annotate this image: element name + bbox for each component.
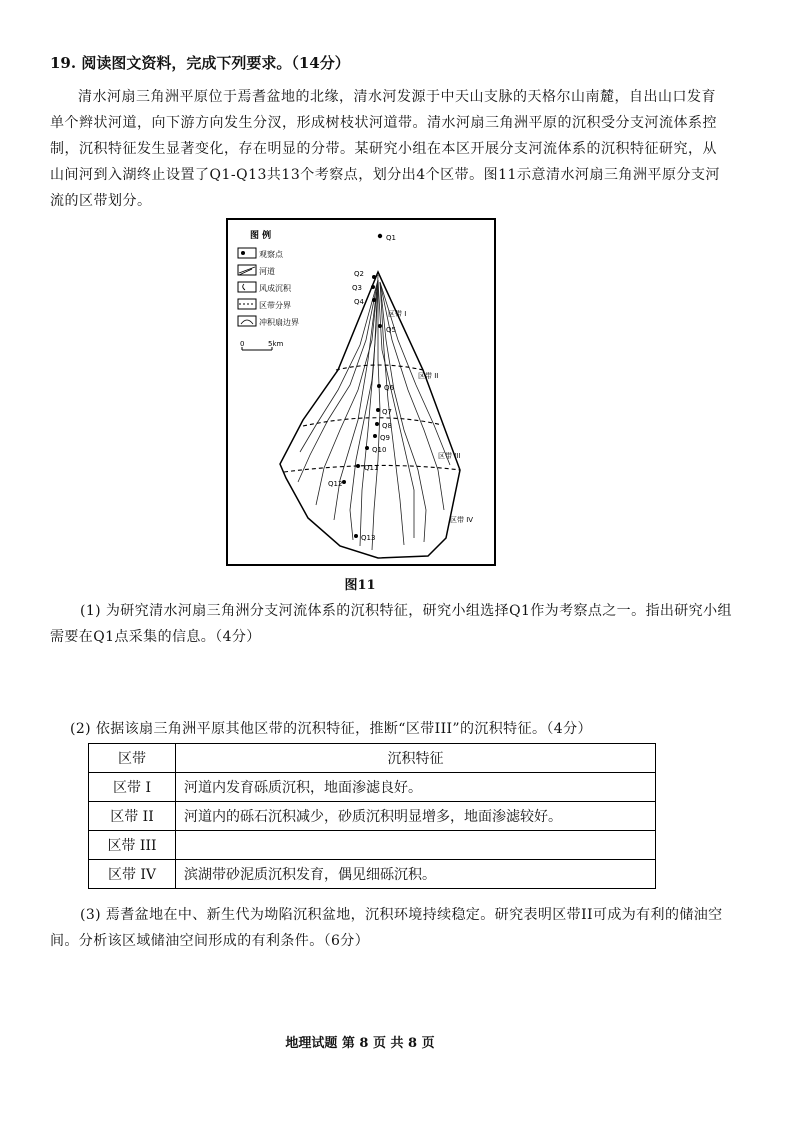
scale-zero: 0	[240, 340, 245, 348]
observation-point	[377, 384, 381, 388]
table-cell-zone: 区带 II	[89, 802, 176, 831]
zone-label: 区带 I	[388, 310, 407, 318]
table-row	[89, 773, 656, 802]
observation-point	[372, 275, 376, 279]
fan-delta-map	[228, 220, 494, 564]
point-label: Q7	[382, 408, 392, 416]
point-label: Q10	[372, 446, 387, 454]
point-label: Q6	[384, 384, 394, 392]
table-header-row	[89, 744, 656, 773]
subquestion-2: (2) 依据该扇三角洲平原其他区带的沉积特征，推断“区带III”的沉积特征。（4分）	[70, 721, 592, 737]
table-cell-zone: 区带 IV	[89, 860, 176, 889]
observation-point-icon	[238, 248, 256, 258]
observation-point	[356, 464, 360, 468]
observation-point	[375, 422, 379, 426]
legend-item-label: 冲积扇边界	[259, 318, 299, 327]
observation-point	[376, 408, 380, 412]
observation-point	[378, 234, 382, 238]
zone-label: 区带 IV	[450, 516, 474, 524]
point-label: Q1	[386, 234, 396, 242]
subquestion-3: (3) 焉耆盆地在中、新生代为坳陷沉积盆地，沉积环境持续稳定。研究表明区带II可成为有利的储油空间。分析该区域储油空间形成的有利条件。（6分）	[50, 907, 723, 949]
subquestion-1: (1) 为研究清水河扇三角洲分支河流体系的沉积特征，研究小组选择Q1作为考察点之一。指出研究小组需要在Q1点采集的信息。（4分）	[50, 603, 732, 645]
table-cell-zone: 区带 III	[89, 831, 176, 860]
point-label: Q11	[364, 464, 379, 472]
point-label: Q9	[380, 434, 390, 442]
point-label: Q8	[382, 422, 392, 430]
table-row	[89, 831, 656, 860]
legend-item-label: 风成沉积	[259, 284, 291, 293]
aeolian-deposit-icon	[238, 282, 256, 292]
observation-point	[371, 285, 375, 289]
page-footer: 地理试题 第 8 页 共 8 页	[285, 1036, 435, 1051]
scale-label: 5km	[268, 340, 284, 348]
table-header-feature: 沉积特征	[176, 744, 656, 773]
table-cell-feature	[176, 831, 656, 860]
observation-point	[354, 534, 358, 538]
legend	[238, 248, 299, 350]
point-label: Q3	[352, 284, 362, 292]
legend-item-label: 区带分界	[259, 301, 291, 310]
legend-item-label: 河道	[259, 267, 275, 276]
point-label: Q4	[354, 298, 364, 306]
table-row	[89, 860, 656, 889]
table-cell-feature: 滨湖带砂泥质沉积发育，偶见细砾沉积。	[176, 860, 656, 889]
table-header-zone: 区带	[89, 744, 176, 773]
figure-11-map	[226, 218, 496, 566]
point-label: Q5	[386, 326, 396, 334]
zone-label: 区带 III	[438, 452, 461, 460]
zone-label: 区带 II	[418, 372, 439, 380]
river-channels	[298, 275, 450, 550]
legend-title: 图 例	[250, 231, 272, 241]
figure-caption: 图11	[344, 578, 376, 593]
fan-boundary	[280, 272, 460, 558]
table-cell-feature: 河道内发育砾质沉积，地面渗滤良好。	[176, 773, 656, 802]
table-cell-feature: 河道内的砾石沉积减少，砂质沉积明显增多，地面渗滤较好。	[176, 802, 656, 831]
fan-boundary-icon	[238, 316, 256, 326]
point-label: Q2	[354, 270, 364, 278]
table-row	[89, 802, 656, 831]
question-intro: 清水河扇三角洲平原位于焉耆盆地的北缘，清水河发源于中天山支脉的天格尔山南麓，自出山口发育单个辫状河道，向下游方向发生分汊，形成树枝状河道带。清水河扇三角洲平原的沉积受分支河流体系控制，沉积特征发生显著变化，存在明显的分带。某研究小组在本区开展分支河流体系的沉积特征研究，从山间河到入湖终止设置了Q1-Q13共13个考察点，划分出4个区带。图11示意清水河扇三角洲平原分支河流的区带划分。	[50, 89, 720, 209]
observation-point	[372, 298, 376, 302]
point-label: Q12	[328, 480, 343, 488]
observation-point	[373, 434, 377, 438]
observation-point	[365, 446, 369, 450]
zone-feature-table	[88, 743, 656, 889]
observation-point	[342, 480, 346, 484]
legend-item-label: 观察点	[259, 250, 283, 259]
observation-point	[378, 324, 382, 328]
table-cell-zone: 区带 I	[89, 773, 176, 802]
question-header: 19. 阅读图文资料，完成下列要求。（14分）	[50, 54, 350, 72]
point-label: Q13	[361, 534, 376, 542]
